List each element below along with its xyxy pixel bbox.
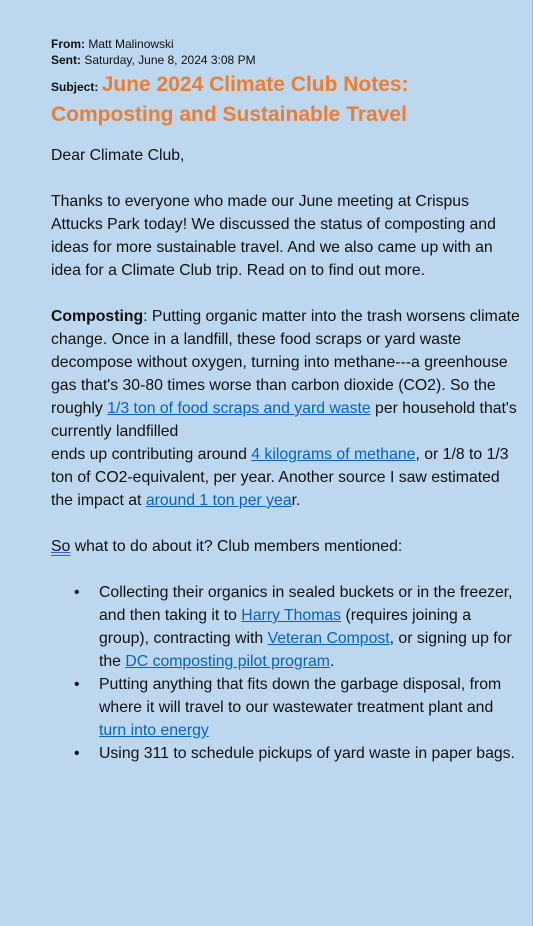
ton-per-year-link[interactable]: around 1 ton per yea [145, 492, 292, 509]
so-paragraph [51, 535, 521, 558]
subject-title-line1: June 2024 Climate Club Notes: [101, 73, 409, 96]
list-item-text: Putting anything that fits down the garbage disposal, from where it will travel to our wastewater treatment plant and [99, 676, 502, 716]
from-label: From: [51, 37, 85, 51]
composting-text-2: per household that's currently landfilled [51, 400, 517, 440]
list-item [99, 673, 521, 742]
from-line [51, 36, 521, 52]
composting-text-3: ends up contributing around [51, 446, 252, 463]
suggestions-list [51, 581, 521, 765]
so-rest: what to do about it? Club members mentioned: [70, 538, 403, 555]
harry-thomas-link[interactable]: Harry Thomas [241, 607, 342, 624]
list-item [99, 742, 521, 765]
sent-label: Sent: [51, 53, 81, 67]
food-scraps-link[interactable]: 1/3 ton of food scraps and yard waste [107, 400, 371, 417]
turn-into-energy-link[interactable]: turn into energy [99, 722, 209, 739]
veteran-compost-link[interactable]: Veteran Compost [267, 630, 390, 647]
list-item-text: Using 311 to schedule pickups of yard waste in paper bags. [99, 745, 515, 762]
methane-link[interactable]: 4 kilograms of methane [251, 446, 416, 463]
sent-line [51, 52, 521, 68]
list-item-text: . [329, 653, 335, 670]
list-item-text: Collecting their organics in sealed buckets or in the freezer, and then taking it to [99, 584, 513, 624]
subject-label: Subject: [51, 80, 99, 94]
composting-text-5: r. [291, 492, 301, 509]
list-item-text: (requires joining a group), contracting with [99, 607, 472, 647]
subject-line [51, 70, 521, 130]
greeting: Dear Climate Club, [51, 147, 185, 164]
intro-paragraph: Thanks to everyone who made our June meeting at Crispus Attucks Park today! We discussed the status of composting and ideas for more sustainable travel. And we also came up with an idea for a Climate Club trip. Read on to find out more. [51, 193, 496, 279]
subject-title [51, 73, 521, 130]
list-item [99, 581, 521, 673]
composting-text-4: , or 1/8 to 1/3 ton of CO2-equivalent, per year. Another source I saw estimated the impact at [51, 446, 509, 509]
from-value: Matt Malinowski [88, 37, 174, 51]
composting-text-1: : Putting organic matter into the trash worsens climate change. Once in a landfill, these food scraps or yard waste decompose without oxygen, turning into methane---a greenhouse gas that's 30-80 times worse than carbon dioxide (CO2). So the roughly [51, 308, 520, 417]
composting-paragraph [51, 305, 521, 512]
sent-value: Saturday, June 8, 2024 3:08 PM [84, 53, 256, 67]
so-word: So [51, 538, 71, 555]
dc-composting-pilot-link[interactable]: DC composting pilot program [125, 653, 330, 670]
email-body [51, 144, 521, 765]
subject-title-line2: Composting and Sustainable Travel [51, 103, 407, 126]
list-item-text: , or signing up for the [99, 630, 512, 670]
composting-heading: Composting [51, 308, 144, 325]
